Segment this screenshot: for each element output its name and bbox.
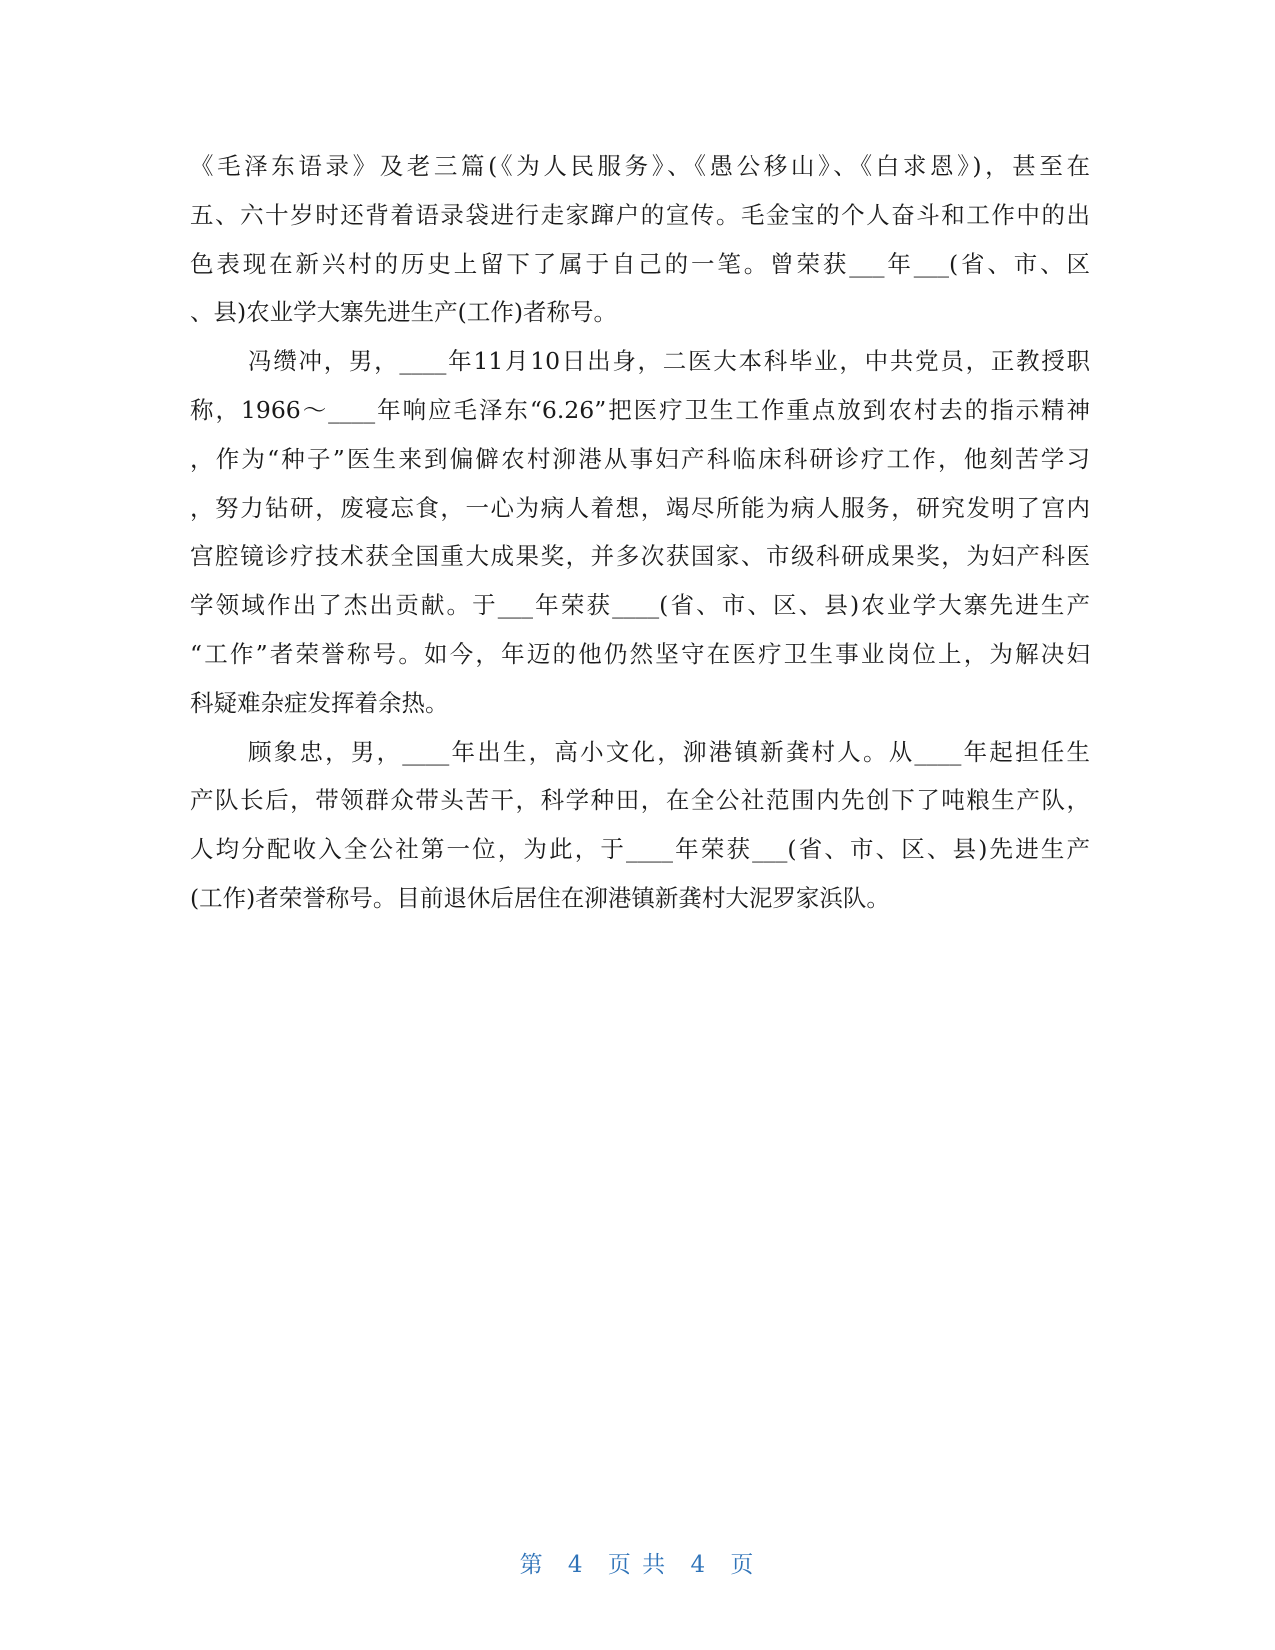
paragraph-1 [190,142,1090,337]
text-line: ，作为“种子”医生来到偏僻农村泖港从事妇产科临床科研诊疗工作，他刻苦学习 [190,444,1090,473]
text-line: 学领域作出了杰出贡献。于___年荣获____(省、市、区、县)农业学大寨先进生产 [190,591,1090,620]
document-body [190,142,1090,923]
text-line: 宫腔镜诊疗技术获全国重大成果奖，并多次获国家、市级科研成果奖，为妇产科医 [190,542,1090,571]
text-line: 五、六十岁时还背着语录袋进行走家蹿户的宣传。毛金宝的个人奋斗和工作中的出 [190,200,1090,229]
text-line: 科疑难杂症发挥着余热。 [190,688,449,717]
text-line: (工作)者荣誉称号。目前退休后居住在泖港镇新龚村大泥罗家浜队。 [190,883,890,912]
current-page-number: 4 [567,1552,585,1578]
paragraph-2 [190,337,1090,727]
page-label-prefix: 第 [519,1552,545,1578]
text-line: 顾象忠，男，____年出生，高小文化，泖港镇新龚村人。从____年起担任生 [248,737,1090,766]
text-line: 产队长后，带领群众带头苦干，科学种田，在全公社范围内先创下了吨粮生产队， [190,786,1090,815]
text-line: “工作”者荣誉称号。如今，年迈的他仍然坚守在医疗卫生事业岗位上，为解决妇 [190,639,1090,668]
page-label-suffix: 页 [730,1552,756,1578]
text-line: 、县)农业学大寨先进生产(工作)者称号。 [190,298,618,327]
text-line: 称，1966～____年响应毛泽东“6.26”把医疗卫生工作重点放到农村去的指示精神 [190,395,1090,424]
text-line: 冯缵冲，男，____年11月10日出身，二医大本科毕业，中共党员，正教授职 [248,347,1090,376]
total-page-number: 4 [690,1552,708,1578]
text-line: 色表现在新兴村的历史上留下了属于自己的一笔。曾荣获___年___(省、市、区 [190,249,1090,278]
paragraph-3 [190,728,1090,923]
text-line: 《毛泽东语录》及老三篇(《为人民服务》、《愚公移山》、《白求恩》)，甚至在 [190,152,1090,180]
text-line: 人均分配收入全公社第一位，为此，于____年荣获___(省、市、区、县)先进生产 [190,835,1090,864]
page-footer [0,1546,1275,1579]
text-line: ，努力钻研，废寝忘食，一心为病人着想，竭尽所能为病人服务，研究发明了宫内 [190,493,1090,522]
page-label-mid: 页 共 [607,1552,668,1578]
